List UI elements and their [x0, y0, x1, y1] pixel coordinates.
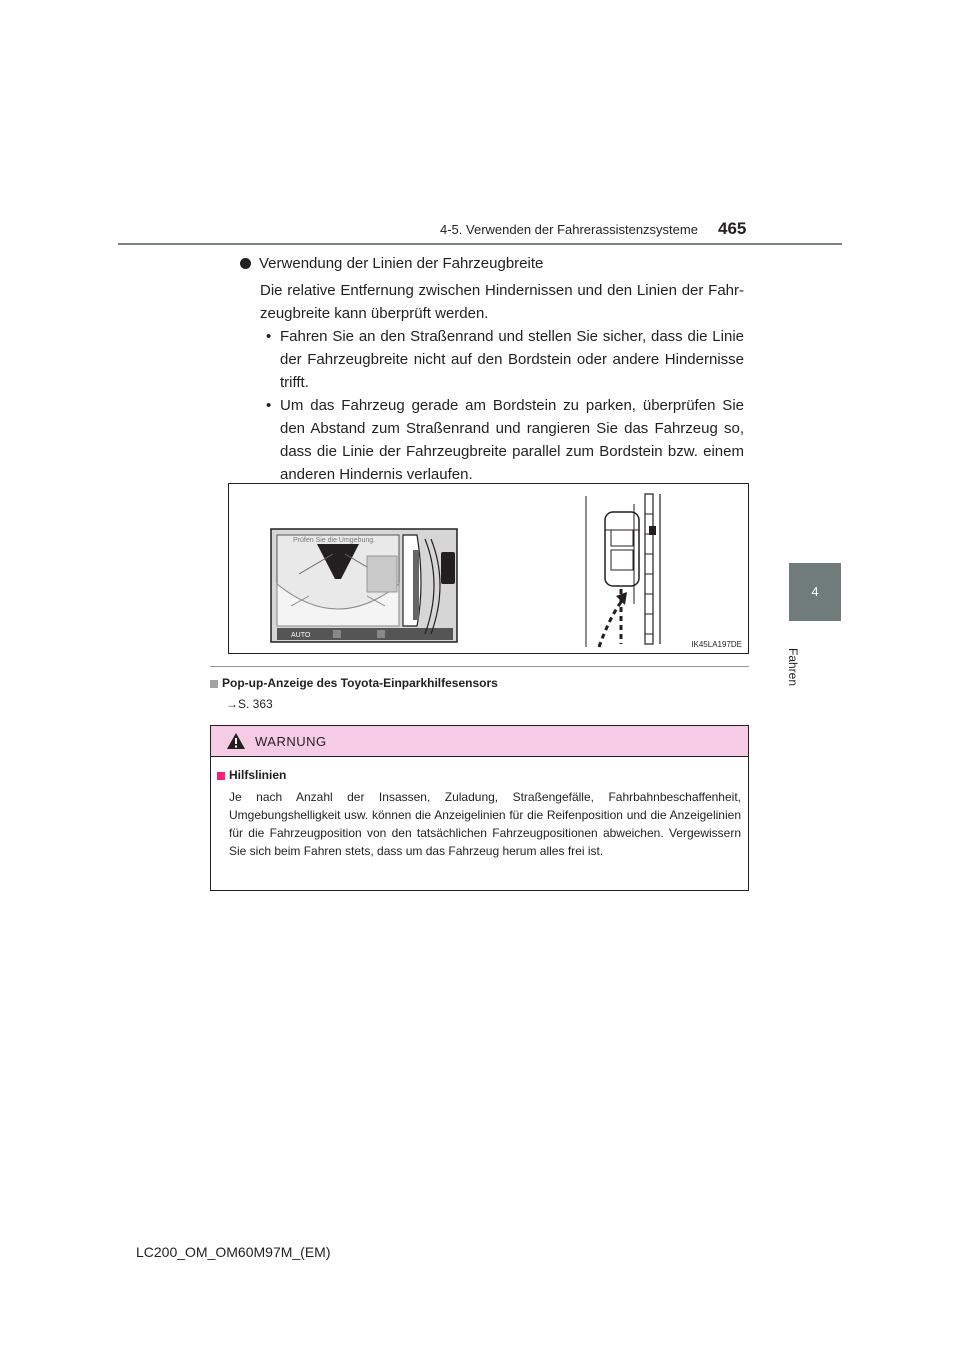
footer-doc-id: LC200_OM_OM60M97M_(EM) [136, 1244, 331, 1260]
parking-illustration [229, 484, 748, 653]
side-mirror [441, 552, 455, 584]
list-item [266, 325, 744, 394]
warning-triangle-icon [227, 733, 245, 749]
warning-subtitle [217, 768, 286, 782]
warning-header [211, 726, 748, 757]
header-divider [118, 243, 842, 245]
warning-box [210, 725, 749, 891]
list-bullet-icon: • [266, 328, 272, 345]
figure-code: IK45LA197DE [691, 640, 742, 649]
bullet-icon [240, 258, 251, 269]
intro-paragraph: Die relative Entfernung zwischen Hindernissen und den Linien der Fahr-zeugbreite kann überprüft werden. [260, 282, 744, 322]
list-item-text: Fahren Sie an den Straßenrand und stellen Sie sicher, dass die Linie der Fahrzeugbreite nicht auf den Bordstein oder andere Hindernisse trifft. [280, 328, 744, 391]
square-bullet-icon [210, 680, 218, 688]
curb [645, 494, 653, 644]
warning-body: Je nach Anzahl der Insassen, Zuladung, Straßengefälle, Fahrbahnbeschaffenheit, Umgebungshelligkeit usw. können die Anzeigelinien für die Reifenposition und die Anzeigelinien für die Fahrzeugposition von den tatsächlichen Fahrzeugpositionen abweichen. Vergewissern Sie sich beim Fahren stets, dass um das Fahrzeug herum alles frei ist. [229, 790, 741, 858]
square-bullet-icon [217, 772, 225, 780]
popup-section-title-text: Pop-up-Anzeige des Toyota-Einparkhilfesensors [222, 676, 498, 690]
chapter-label-text: Fahren [786, 648, 800, 687]
illustration-figure [228, 483, 749, 654]
warning-subtitle-text: Hilfslinien [229, 768, 287, 782]
auto-label: AUTO [291, 632, 311, 639]
list-bullet-icon: • [266, 397, 272, 414]
chapter-tab: 4 [789, 563, 841, 621]
section-heading-text: Verwendung der Linien der Fahrzeugbreite [259, 255, 544, 272]
movement-arrow [599, 602, 621, 647]
section-divider [210, 666, 749, 667]
popup-section-title [210, 676, 498, 690]
page-reference: →S. 363 [226, 697, 273, 711]
screen-caption: Prüfen Sie die Umgebung. [293, 537, 376, 544]
list-item-text: Um das Fahrzeug gerade am Bordstein zu parken, überprüfen Sie den Abstand zum Straßenrand und rangieren Sie das Fahrzeug so, dass die Linie der Fahrzeugbreite parallel zum Bordstein bzw. einem anderen Hindernis verlaufen. [280, 397, 744, 483]
chapter-label [772, 648, 812, 698]
list-item [266, 394, 744, 486]
warning-title: WARNUNG [255, 733, 327, 749]
section-heading [240, 255, 543, 272]
header-section-title: 4-5. Verwenden der Fahrerassistenzsysteme [440, 222, 698, 237]
page-number: 465 [718, 219, 747, 238]
